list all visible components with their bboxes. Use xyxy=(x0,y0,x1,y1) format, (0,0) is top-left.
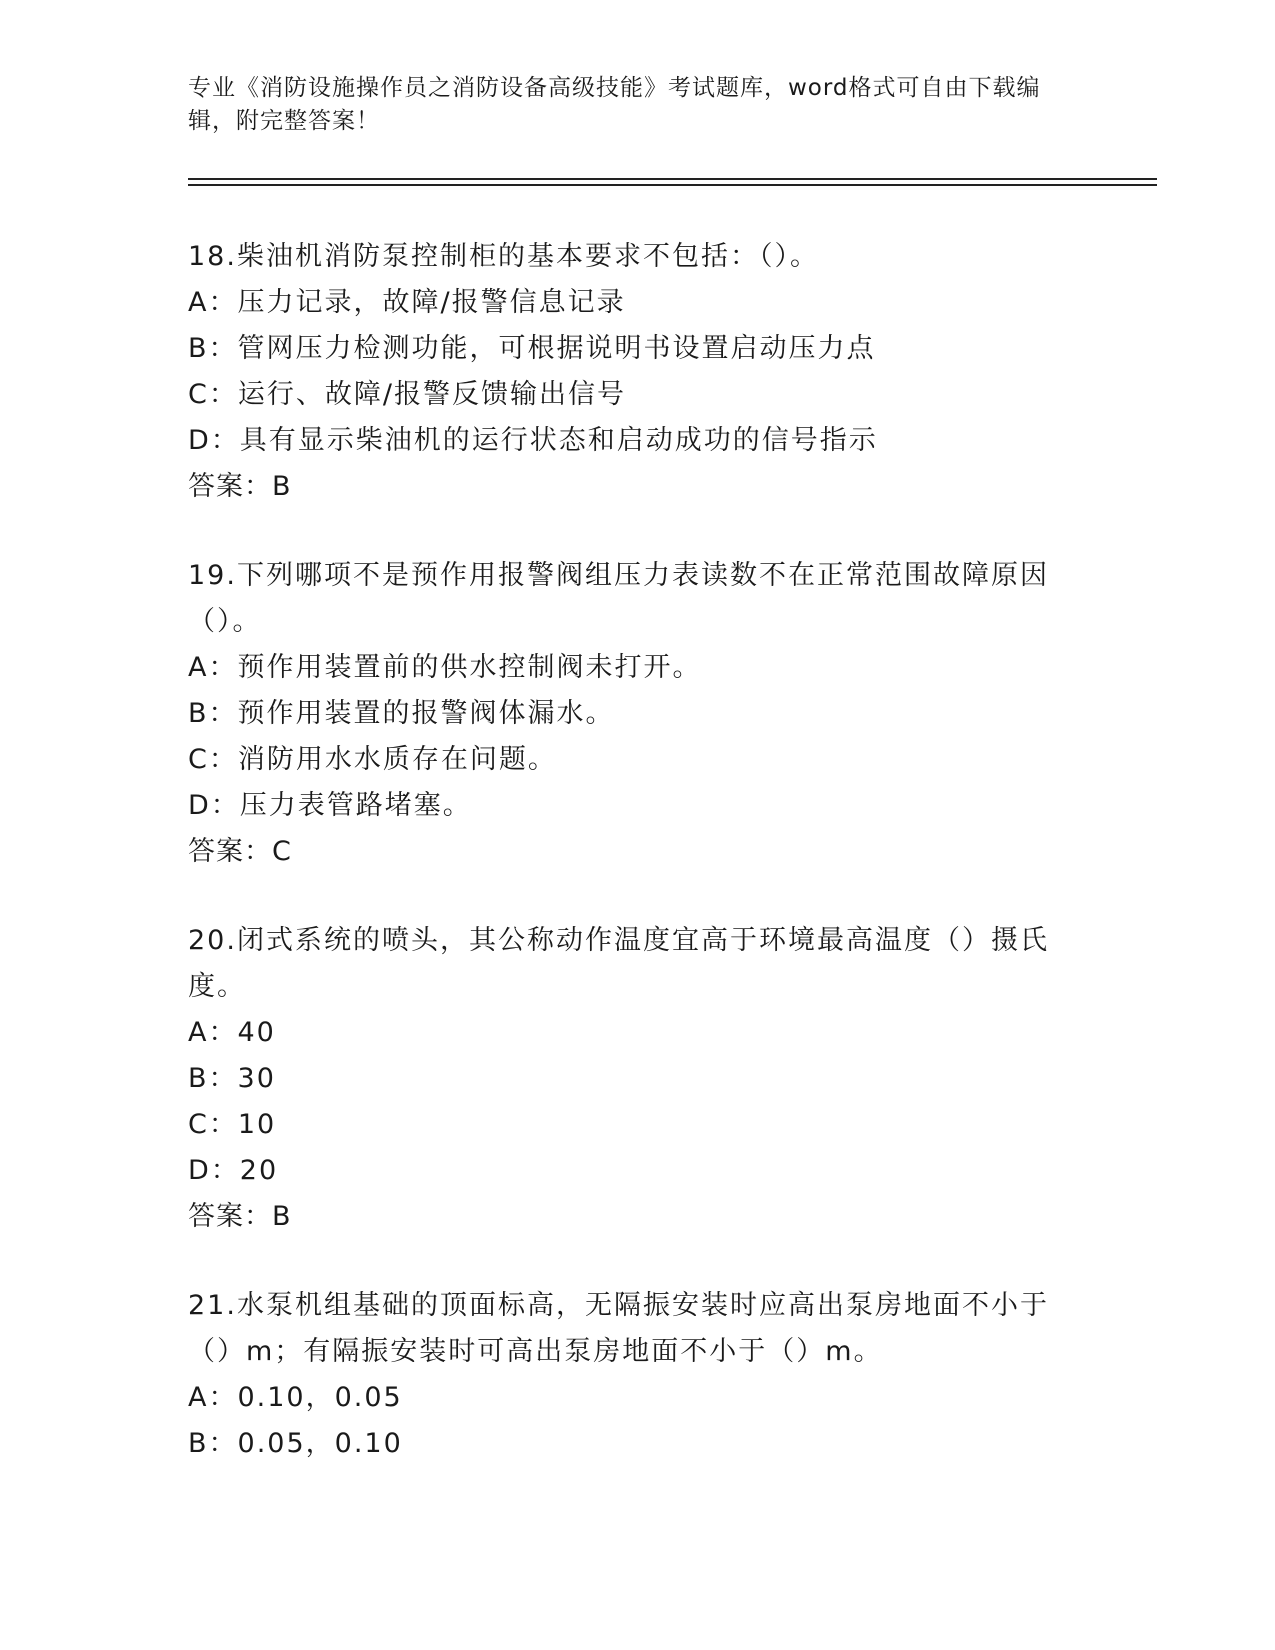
question-20 xyxy=(188,918,1088,1240)
answer-line xyxy=(188,1194,1088,1240)
question-stem: 18.柴油机消防泵控制柜的基本要求不包括：（）。 xyxy=(188,241,819,272)
answer-value: B xyxy=(272,1201,291,1232)
question-list xyxy=(188,234,1088,1510)
option-c: C：消防用水水质存在问题。 xyxy=(188,744,557,775)
option-a: A：预作用装置前的供水控制阀未打开。 xyxy=(188,652,702,683)
option-b: B：30 xyxy=(188,1063,276,1094)
option-c: C：10 xyxy=(188,1109,277,1140)
answer-label: 答案： xyxy=(188,1201,272,1232)
answer-line xyxy=(188,464,1088,510)
question-19 xyxy=(188,553,1088,875)
option-d: D：具有显示柴油机的运行状态和启动成功的信号指示 xyxy=(188,425,878,456)
answer-value: B xyxy=(272,471,291,502)
answer-line xyxy=(188,829,1088,875)
header-rule-top xyxy=(188,178,1157,180)
answer-value: C xyxy=(272,836,291,867)
option-b: B：0.05，0.10 xyxy=(188,1428,403,1459)
header-rule-bottom xyxy=(188,184,1157,186)
question-18 xyxy=(188,234,1088,510)
document-intro: 专业《消防设施操作员之消防设备高级技能》考试题库，word格式可自由下载编辑，附完整答案！ xyxy=(188,75,1041,134)
option-a: A：0.10，0.05 xyxy=(188,1382,403,1413)
answer-label: 答案： xyxy=(188,836,272,867)
question-stem: 21.水泵机组基础的顶面标高，无隔振安装时应高出泵房地面不小于（）m；有隔振安装时可高出泵房地面不小于（）m。 xyxy=(188,1290,1049,1367)
question-21 xyxy=(188,1283,1088,1467)
option-b: B：预作用装置的报警阀体漏水。 xyxy=(188,698,615,729)
option-d: D：20 xyxy=(188,1155,279,1186)
option-a: A：40 xyxy=(188,1017,276,1048)
option-a: A：压力记录，故障/报警信息记录 xyxy=(188,287,626,318)
option-b: B：管网压力检测功能，可根据说明书设置启动压力点 xyxy=(188,333,876,364)
question-stem: 19.下列哪项不是预作用报警阀组压力表读数不在正常范围故障原因（）。 xyxy=(188,560,1049,637)
option-c: C：运行、故障/报警反馈输出信号 xyxy=(188,379,626,410)
question-stem: 20.闭式系统的喷头，其公称动作温度宜高于环境最高温度（）摄氏度。 xyxy=(188,925,1049,1002)
option-d: D：压力表管路堵塞。 xyxy=(188,790,472,821)
answer-label: 答案： xyxy=(188,471,272,502)
